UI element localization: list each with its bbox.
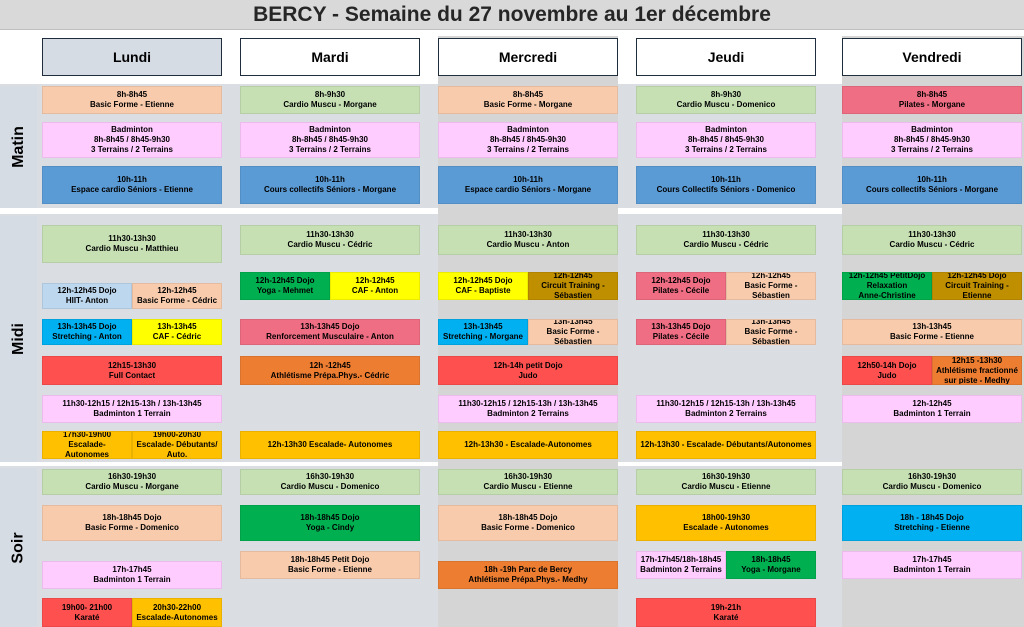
session-line: 12h-13h30 - Escalade- Débutants/Autonomes (640, 440, 812, 449)
session-line: Badminton 1 Terrain (893, 409, 971, 418)
day-header-lundi: Lundi (42, 38, 222, 76)
session-lundi-escalade-autonomes (42, 431, 132, 459)
session-lundi-cardio-muscu-soir (42, 469, 222, 495)
session-line: 18h00-19h30 (701, 513, 751, 522)
session-jeudi-yoga-soir (726, 551, 816, 579)
session-line: Pilates - Morgane (898, 100, 966, 109)
session-line: 8h-8h45 / 8h45-9h30 (489, 135, 567, 144)
session-line: Karaté (713, 612, 739, 622)
session-line: 11h30-12h15 / 12h15-13h / 13h-13h45 (656, 399, 796, 408)
session-line: 18h-18h45 Dojo (300, 513, 360, 522)
session-line: 12h-12h45 Dojo (57, 286, 117, 295)
session-vendredi-cardio-muscu (842, 225, 1022, 255)
session-line: 18h-18h45 Petit Dojo (290, 555, 370, 564)
session-mercredi-basic-forme (438, 86, 618, 114)
section-soir-label: Soir (9, 531, 27, 564)
session-line: Stretching - Etienne (894, 523, 970, 532)
session-line: Anne-Christine (858, 291, 916, 300)
section-soir (0, 468, 37, 627)
session-line: 18h-18h45 Dojo (498, 513, 558, 522)
session-line: 13h-13h45 (157, 322, 197, 331)
session-line: 8h-8h45 / 8h45-9h30 (93, 135, 171, 144)
session-line: 12h-12h45 (157, 286, 197, 295)
session-line: Cardio Muscu - Cédric (683, 240, 769, 249)
session-mardi-escalade (240, 431, 420, 459)
session-line: 11h30-13h30 (306, 230, 354, 239)
session-lundi-badminton (42, 122, 222, 158)
session-jeudi-karate (636, 598, 816, 627)
session-line: Judo (877, 370, 897, 380)
session-line: 17h-17h45 (912, 555, 952, 564)
session-line: Full Contact (108, 370, 156, 380)
session-lundi-cardio-muscu (42, 225, 222, 263)
day-header-mercredi: Mercredi (438, 38, 618, 76)
session-vendredi-basic-forme (842, 319, 1022, 345)
session-line: 13h-13h45 Dojo (57, 322, 117, 331)
session-mardi-yoga-soir (240, 505, 420, 541)
session-line: 17h-17h45/18h-18h45 (640, 555, 722, 564)
session-line: Pilates - Cécile (652, 286, 710, 295)
session-line: Basic Forme - Etienne (287, 565, 373, 574)
session-line: Autonomes (65, 450, 109, 459)
session-lundi-stretching (42, 319, 132, 345)
page-title-bar (0, 0, 1024, 30)
session-line: 3 Terrains / 2 Terrains (487, 145, 569, 154)
session-line: Cardio Muscu - Etienne (483, 482, 573, 491)
session-line: 10h-11h (315, 175, 345, 184)
session-line: 3 Terrains / 2 Terrains (685, 145, 767, 154)
session-jeudi-basic-forme-midi-2 (726, 319, 816, 345)
session-line: 13h-13h45 Dojo (651, 322, 711, 331)
session-line: 11h30-13h30 (108, 234, 156, 243)
session-line: Badminton 1 Terrain (93, 409, 171, 418)
session-line: 18h - 18h45 Dojo (900, 513, 964, 522)
session-line: Escalade - Autonomes (683, 523, 769, 532)
session-jeudi-cardio-muscu (636, 86, 816, 114)
session-jeudi-badminton-soir (636, 551, 726, 579)
session-line: Cours collectifs Séniors - Morgane (865, 185, 999, 194)
session-jeudi-cardio-muscu-midi (636, 225, 816, 255)
session-line: 10h-11h (917, 175, 947, 184)
session-line: 19h00-20h30 (152, 431, 202, 439)
session-line: 13h-13h45 (751, 319, 791, 326)
session-line: Basic Forme - Etienne (889, 332, 975, 341)
session-line: Stretching - Anton (52, 332, 122, 341)
session-line: 20h30-22h00 (152, 602, 202, 612)
session-lundi-caf (132, 319, 222, 345)
session-line: Relaxation (866, 281, 908, 290)
session-line: Espace cardio Séniors - Etienne (71, 185, 193, 194)
session-mercredi-caf (438, 272, 528, 300)
section-matin (0, 86, 37, 208)
session-lundi-hiit (42, 283, 132, 309)
session-line: 10h-11h (117, 175, 147, 184)
session-line: 12h-14h petit Dojo (493, 360, 563, 370)
session-jeudi-badminton (636, 122, 816, 158)
session-jeudi-basic-forme-midi (726, 272, 816, 300)
session-mercredi-basic-forme-soir (438, 505, 618, 541)
session-mardi-cours-seniors (240, 166, 420, 204)
session-mardi-cardio-muscu (240, 86, 420, 114)
session-line: 3 Terrains / 2 Terrains (289, 145, 371, 154)
session-line: Cours Collectifs Séniors - Domenico (656, 185, 796, 194)
session-vendredi-cardio-muscu-soir (842, 469, 1022, 495)
session-mercredi-escalade (438, 431, 618, 459)
session-line: Auto. (166, 450, 188, 459)
session-line: Cardio Muscu - Morgane (283, 100, 377, 109)
session-vendredi-badminton (842, 122, 1022, 158)
session-vendredi-badminton-midi (842, 395, 1022, 423)
session-line: 10h-11h (711, 175, 741, 184)
session-line: Stretching - Morgane (442, 332, 523, 341)
page-title: BERCY - Semaine du 27 novembre au 1er décembre (253, 2, 771, 26)
session-lundi-escalade-debutants (132, 431, 222, 459)
session-line: 12h-12h45 Dojo (651, 276, 711, 285)
session-line: Athlétisme Prépa.Phys.- Medhy (468, 575, 588, 584)
session-lundi-cardio-seniors (42, 166, 222, 204)
session-mercredi-judo (438, 356, 618, 385)
session-line: Badminton 1 Terrain (93, 575, 171, 584)
session-mardi-renforcement (240, 319, 420, 345)
session-mercredi-cardio-seniors (438, 166, 618, 204)
session-line: 8h-8h45 / 8h45-9h30 (687, 135, 765, 144)
session-line: 16h30-19h30 (503, 472, 553, 481)
session-line: 13h-13h45 (553, 319, 593, 326)
session-line: 16h30-19h30 (701, 472, 751, 481)
session-line: 3 Terrains / 2 Terrains (891, 145, 973, 154)
section-midi (0, 216, 37, 462)
session-vendredi-relaxation (842, 272, 932, 300)
session-line: 12h-12h45 (751, 272, 791, 280)
session-jeudi-escalade (636, 431, 816, 459)
session-mardi-caf (330, 272, 420, 300)
session-line: 8h-8h45 (916, 90, 948, 99)
session-line: Judo (518, 370, 538, 380)
session-line: Yoga - Mehmet (256, 286, 314, 295)
session-mercredi-basic-forme-midi (528, 319, 618, 345)
session-line: Badminton (111, 125, 153, 134)
session-line: 12h15 -13h30 (951, 356, 1003, 365)
session-line: 17h-17h45 (112, 565, 152, 574)
session-line: Badminton (507, 125, 549, 134)
session-line: 12h15-13h30 (107, 360, 157, 370)
session-line: 11h30-13h30 (504, 230, 552, 239)
session-mardi-cardio-muscu-midi (240, 225, 420, 255)
session-mardi-athletisme (240, 356, 420, 385)
section-matin-label: Matin (9, 126, 27, 168)
session-line: Escalade- Débutants/ (136, 440, 218, 449)
session-line: 16h30-19h30 (107, 472, 157, 481)
session-line: Cardio Muscu - Cédric (889, 240, 975, 249)
session-line: CAF - Baptiste (455, 286, 511, 295)
session-jeudi-pilates-2 (636, 319, 726, 345)
session-line: 13h-13h45 Dojo (300, 322, 360, 331)
session-line: 12h-12h45 Dojo (255, 276, 315, 285)
session-line: 8h-8h45 (512, 90, 544, 99)
session-line: Escalade-Autonomes (136, 612, 218, 622)
session-mercredi-badminton-midi (438, 395, 618, 423)
session-line: Basic Forme - Etienne (89, 100, 175, 109)
session-vendredi-stretching-soir (842, 505, 1022, 541)
session-jeudi-cours-seniors (636, 166, 816, 204)
session-line: 19h-21h (710, 602, 742, 612)
session-line: 19h00- 21h00 (61, 602, 113, 612)
session-lundi-escalade-soir (132, 598, 222, 627)
session-line: 8h-8h45 / 8h45-9h30 (291, 135, 369, 144)
session-line: sur piste - Medhy (944, 375, 1010, 385)
session-line: 18h-18h45 Dojo (102, 513, 162, 522)
session-lundi-basic-forme-midi (132, 283, 222, 309)
session-line: Badminton 2 Terrains (487, 409, 569, 418)
session-line: 8h-9h30 (314, 90, 346, 99)
session-line: 3 Terrains / 2 Terrains (91, 145, 173, 154)
session-line: Karaté (74, 612, 100, 622)
session-line: Badminton 2 Terrains (685, 409, 767, 418)
session-mercredi-cardio-muscu (438, 225, 618, 255)
session-line: 12h50-14h Dojo (857, 360, 917, 370)
session-mercredi-athletisme (438, 561, 618, 589)
session-jeudi-badminton-midi (636, 395, 816, 423)
session-vendredi-athletisme (932, 356, 1022, 385)
session-line: Cardio Muscu - Etienne (681, 482, 771, 491)
session-line: 11h30-12h15 / 12h15-13h / 13h-13h45 (458, 399, 598, 408)
session-line: Basic Forme - Sébastien (744, 327, 798, 345)
session-mardi-yoga (240, 272, 330, 300)
session-line: Basic Forme - Cédric (136, 296, 218, 305)
session-line: Circuit Training - (541, 281, 605, 290)
session-line: Circuit Training -Etienne (945, 281, 1009, 300)
session-line: Basic Forme - Sébastien (744, 281, 798, 300)
session-jeudi-escalade-soir (636, 505, 816, 541)
session-line: Cours collectifs Séniors - Morgane (263, 185, 397, 194)
session-line: 11h30-12h15 / 12h15-13h / 13h-13h45 (62, 399, 202, 408)
session-mercredi-badminton (438, 122, 618, 158)
session-line: CAF - Anton (351, 286, 399, 295)
session-mercredi-cardio-muscu-soir (438, 469, 618, 495)
session-line: 18h -19h Parc de Bercy (483, 565, 573, 574)
session-line: 12h-12h45 (355, 276, 395, 285)
session-line: Basic Forme - Domenico (85, 523, 179, 532)
session-line: Cardio Muscu - Domenico (280, 482, 380, 491)
day-header-jeudi: Jeudi (636, 38, 816, 76)
session-vendredi-judo (842, 356, 932, 385)
session-mardi-badminton (240, 122, 420, 158)
session-lundi-badminton-soir (42, 561, 222, 589)
session-mardi-basic-forme-soir (240, 551, 420, 579)
session-line: 12h-12h45 Dojo (947, 272, 1007, 280)
session-vendredi-pilates (842, 86, 1022, 114)
session-lundi-basic-forme-soir (42, 505, 222, 541)
session-line: 17h30-19h00 Escalade- (62, 431, 112, 449)
session-lundi-basic-forme (42, 86, 222, 114)
session-line: Cardio Muscu - Anton (486, 240, 570, 249)
session-line: HIIT- Anton (65, 296, 109, 305)
session-line: Badminton (309, 125, 351, 134)
session-line: Athlétisme Prépa.Phys.- Cédric (270, 370, 390, 380)
session-line: Badminton (911, 125, 953, 134)
session-line: 8h-8h45 (116, 90, 148, 99)
session-line: Basic Forme - Morgane (483, 100, 573, 109)
session-jeudi-cardio-muscu-soir (636, 469, 816, 495)
session-lundi-badminton-midi (42, 395, 222, 423)
session-line: 12h-12h45 Dojo (453, 276, 513, 285)
session-line: 8h-9h30 (710, 90, 742, 99)
session-line: Badminton 1 Terrain (893, 565, 971, 574)
day-header-vendredi: Vendredi (842, 38, 1022, 76)
session-line: Badminton 2 Terrains (640, 565, 722, 574)
session-line: Cardio Muscu - Morgane (85, 482, 179, 491)
session-line: 13h-13h45 (463, 322, 503, 331)
session-line: CAF - Cédric (152, 332, 202, 341)
session-line: 18h-18h45 (751, 555, 791, 564)
session-line: Basic Forme - Domenico (481, 523, 575, 532)
session-lundi-full-contact (42, 356, 222, 385)
session-line: Cardio Muscu - Domenico (676, 100, 776, 109)
session-line: 12h-12h45 (912, 399, 952, 408)
session-line: Espace cardio Séniors - Morgane (464, 185, 592, 194)
session-lundi-karate (42, 598, 132, 627)
session-mercredi-circuit-training (528, 272, 618, 300)
day-header-mardi: Mardi (240, 38, 420, 76)
session-line: 11h30-13h30 (702, 230, 750, 239)
session-line: Yoga - Cindy (305, 523, 355, 532)
session-line: Sébastien (554, 291, 592, 300)
session-line: 8h-8h45 / 8h45-9h30 (893, 135, 971, 144)
session-line: 12h-13h30 - Escalade-Autonomes (464, 440, 592, 449)
session-vendredi-circuit-training (932, 272, 1022, 300)
session-line: 12h-12h45 PetitDojo (848, 272, 926, 280)
session-vendredi-cours-seniors (842, 166, 1022, 204)
session-line: 16h30-19h30 (305, 472, 355, 481)
session-line: 12h -12h45 (309, 360, 351, 370)
session-line: Athlétisme fractionné (936, 365, 1018, 375)
session-line: 16h30-19h30 (907, 472, 957, 481)
session-mardi-cardio-muscu-soir (240, 469, 420, 495)
session-line: Cardio Muscu - Cédric (287, 240, 373, 249)
session-line: Renforcement Musculaire - Anton (266, 332, 394, 341)
session-line: 11h30-13h30 (908, 230, 956, 239)
session-line: 12h-13h30 Escalade- Autonomes (267, 440, 393, 449)
session-line: 10h-11h (513, 175, 543, 184)
session-mercredi-stretching (438, 319, 528, 345)
session-line: Yoga - Morgane (741, 565, 801, 574)
session-line: 12h-12h45 (553, 272, 593, 280)
session-line: Cardio Muscu - Matthieu (85, 244, 179, 253)
session-line: Badminton (705, 125, 747, 134)
session-line: Pilates - Cécile (652, 332, 710, 341)
section-midi-label: Midi (9, 323, 27, 355)
session-line: Basic Forme - Sébastien (546, 327, 600, 345)
session-jeudi-pilates (636, 272, 726, 300)
session-vendredi-badminton-soir (842, 551, 1022, 579)
session-line: Cardio Muscu - Domenico (882, 482, 982, 491)
session-line: 13h-13h45 (912, 322, 952, 331)
